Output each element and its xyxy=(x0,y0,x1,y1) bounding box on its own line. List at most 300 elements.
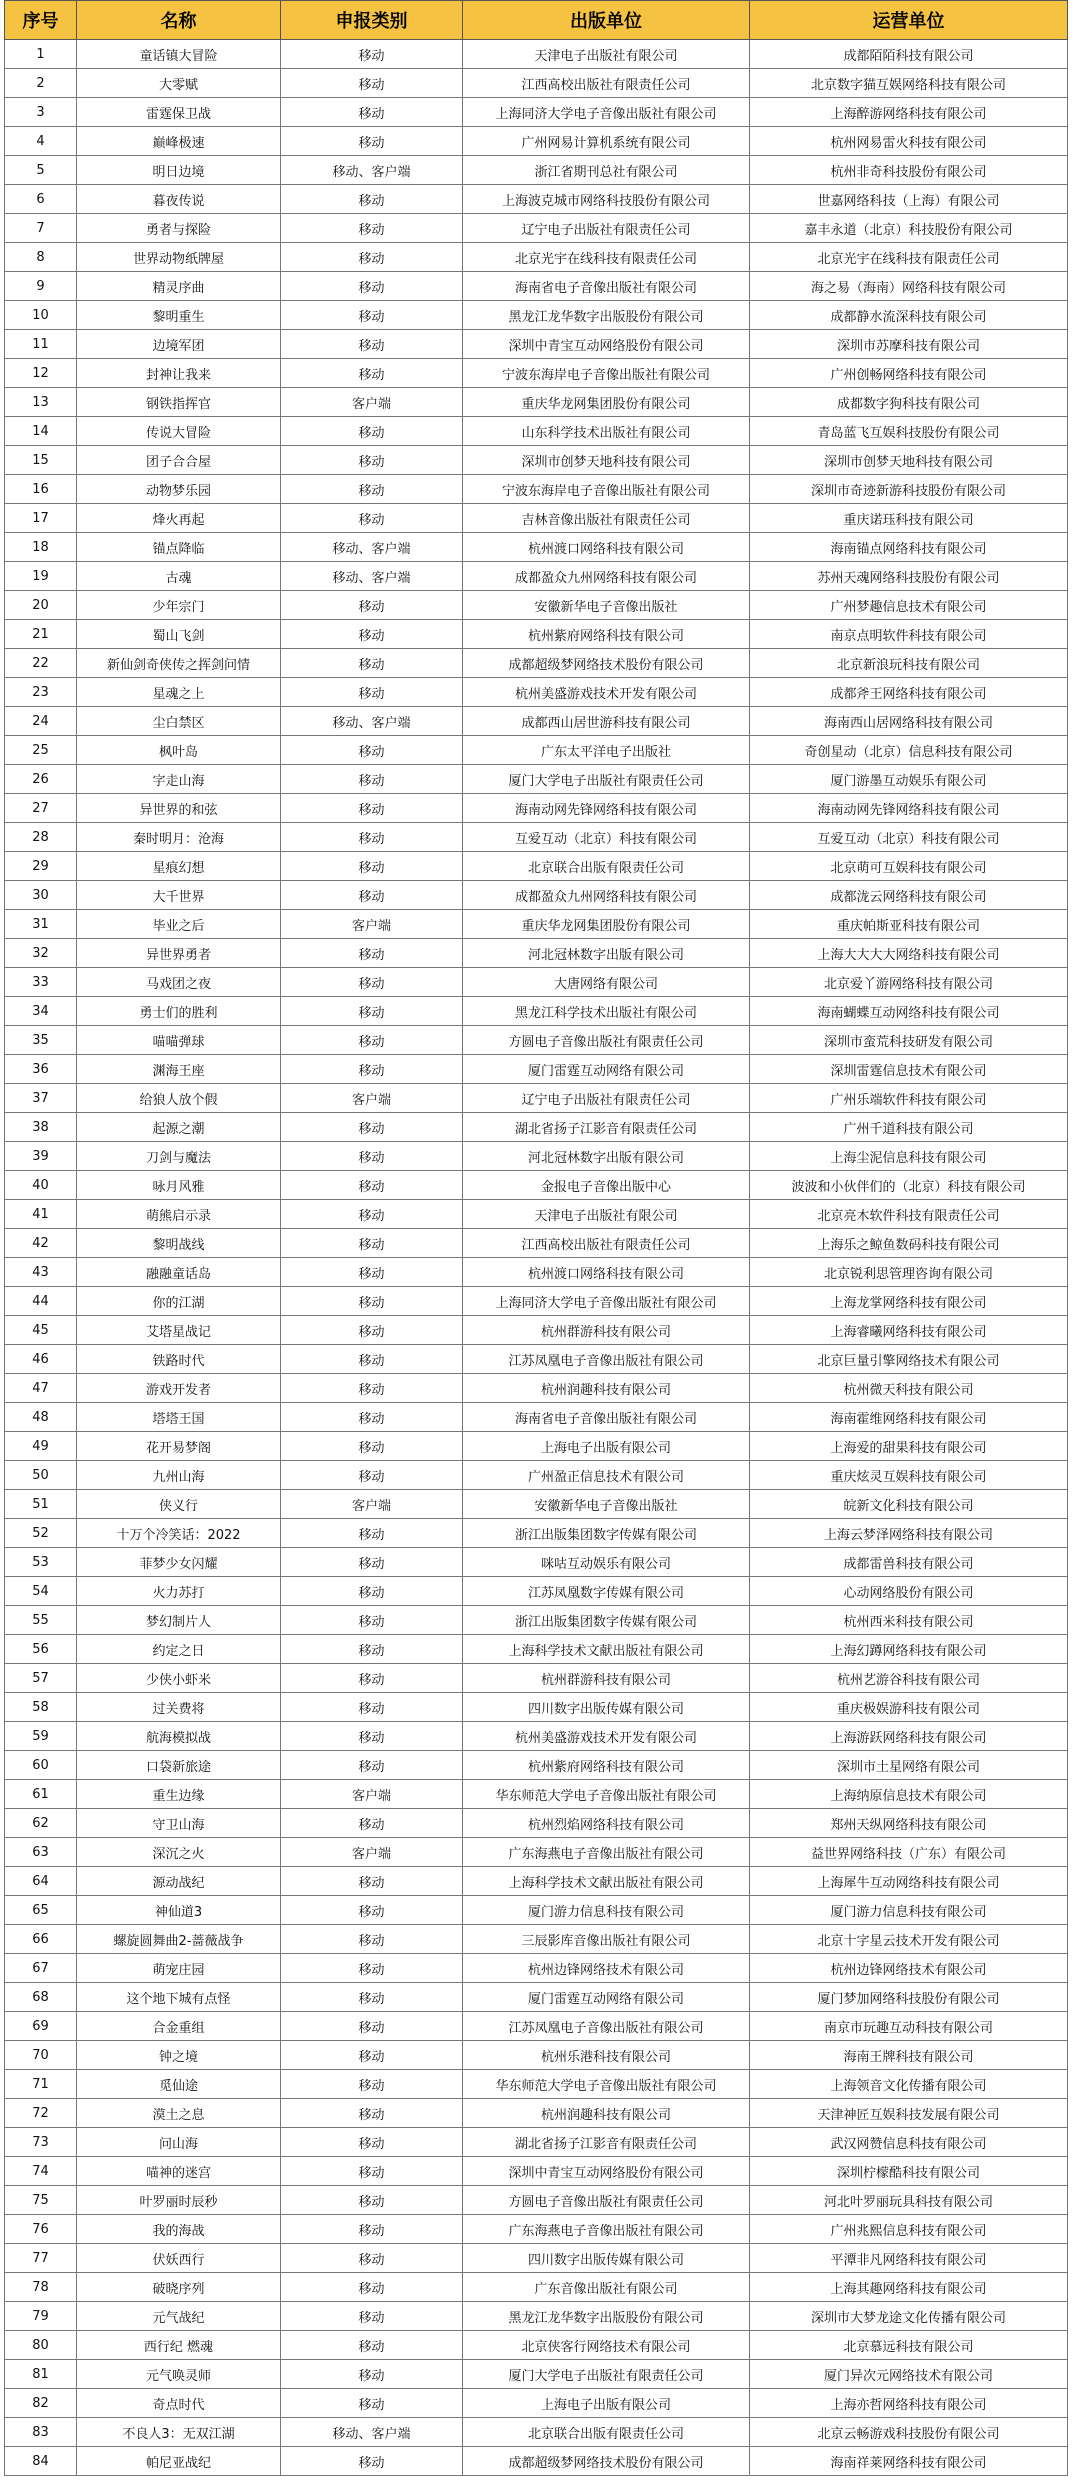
table-row xyxy=(5,1258,1068,1287)
name-cell: 守卫山海 xyxy=(77,1809,281,1838)
serial-cell: 1 xyxy=(5,40,77,69)
publisher-cell: 华东师范大学电子音像出版社有限公司 xyxy=(463,2070,750,2099)
operator-cell: 心动网络股份有限公司 xyxy=(750,1577,1068,1606)
table-row xyxy=(5,1084,1068,1113)
category-cell: 移动 xyxy=(281,1606,463,1635)
category-cell: 移动 xyxy=(281,939,463,968)
publisher-cell: 金报电子音像出版中心 xyxy=(463,1171,750,1200)
publisher-cell: 北京联合出版有限责任公司 xyxy=(463,2418,750,2447)
serial-cell: 8 xyxy=(5,243,77,272)
category-cell: 移动 xyxy=(281,272,463,301)
serial-cell: 82 xyxy=(5,2389,77,2418)
serial-cell: 64 xyxy=(5,1867,77,1896)
operator-cell: 上海睿曦网络科技有限公司 xyxy=(750,1316,1068,1345)
category-cell: 移动 xyxy=(281,678,463,707)
category-cell: 移动 xyxy=(281,1896,463,1925)
name-cell: 伏妖西行 xyxy=(77,2244,281,2273)
category-cell: 移动 xyxy=(281,1635,463,1664)
table-row xyxy=(5,1606,1068,1635)
name-cell: 觅仙途 xyxy=(77,2070,281,2099)
category-cell: 移动 xyxy=(281,2012,463,2041)
name-cell: 少侠小虾米 xyxy=(77,1664,281,1693)
name-cell: 新仙剑奇侠传之挥剑问情 xyxy=(77,649,281,678)
serial-cell: 83 xyxy=(5,2418,77,2447)
name-cell: 起源之潮 xyxy=(77,1113,281,1142)
publisher-cell: 四川数字出版传媒有限公司 xyxy=(463,1693,750,1722)
serial-cell: 72 xyxy=(5,2099,77,2128)
table-row xyxy=(5,1548,1068,1577)
name-cell: 帕尼亚战纪 xyxy=(77,2447,281,2476)
name-cell: 勇者与探险 xyxy=(77,214,281,243)
name-cell: 黎明重生 xyxy=(77,301,281,330)
category-cell: 移动 xyxy=(281,1867,463,1896)
header-publisher: 出版单位 xyxy=(463,1,750,40)
table-row xyxy=(5,2447,1068,2476)
operator-cell: 世嘉网络科技（上海）有限公司 xyxy=(750,185,1068,214)
table-row xyxy=(5,1171,1068,1200)
name-cell: 神仙道3 xyxy=(77,1896,281,1925)
table-row xyxy=(5,794,1068,823)
operator-cell: 成都数字狗科技有限公司 xyxy=(750,388,1068,417)
table-row xyxy=(5,707,1068,736)
category-cell: 移动 xyxy=(281,2273,463,2302)
category-cell: 移动 xyxy=(281,1374,463,1403)
publisher-cell: 方圆电子音像出版社有限责任公司 xyxy=(463,1026,750,1055)
name-cell: 梦幻制片人 xyxy=(77,1606,281,1635)
table-row xyxy=(5,301,1068,330)
header-name: 名称 xyxy=(77,1,281,40)
name-cell: 螺旋圆舞曲2-蔷薇战争 xyxy=(77,1925,281,1954)
table-row xyxy=(5,185,1068,214)
operator-cell: 益世界网络科技（广东）有限公司 xyxy=(750,1838,1068,1867)
category-cell: 移动 xyxy=(281,1722,463,1751)
serial-cell: 33 xyxy=(5,968,77,997)
serial-cell: 3 xyxy=(5,98,77,127)
category-cell: 客户端 xyxy=(281,1084,463,1113)
name-cell: 马戏团之夜 xyxy=(77,968,281,997)
table-row xyxy=(5,968,1068,997)
serial-cell: 61 xyxy=(5,1780,77,1809)
publisher-cell: 北京联合出版有限责任公司 xyxy=(463,852,750,881)
publisher-cell: 北京侠客行网络技术有限公司 xyxy=(463,2331,750,2360)
table-row xyxy=(5,2302,1068,2331)
publisher-cell: 三辰影库音像出版社有限公司 xyxy=(463,1925,750,1954)
operator-cell: 上海游跃网络科技有限公司 xyxy=(750,1722,1068,1751)
publisher-cell: 杭州乐港科技有限公司 xyxy=(463,2041,750,2070)
name-cell: 源动战纪 xyxy=(77,1867,281,1896)
serial-cell: 58 xyxy=(5,1693,77,1722)
table-row xyxy=(5,1896,1068,1925)
name-cell: 重生边缘 xyxy=(77,1780,281,1809)
table-row xyxy=(5,2244,1068,2273)
operator-cell: 嘉丰永道（北京）科技股份有限公司 xyxy=(750,214,1068,243)
category-cell: 移动 xyxy=(281,446,463,475)
table-row xyxy=(5,1490,1068,1519)
publisher-cell: 厦门雷霆互动网络有限公司 xyxy=(463,1055,750,1084)
category-cell: 移动 xyxy=(281,1809,463,1838)
publisher-cell: 杭州烈焰网络科技有限公司 xyxy=(463,1809,750,1838)
operator-cell: 海南西山居网络科技有限公司 xyxy=(750,707,1068,736)
category-cell: 移动 xyxy=(281,591,463,620)
category-cell: 移动、客户端 xyxy=(281,156,463,185)
table-row xyxy=(5,504,1068,533)
publisher-cell: 厦门大学电子出版社有限责任公司 xyxy=(463,2360,750,2389)
publisher-cell: 杭州润趣科技有限公司 xyxy=(463,2099,750,2128)
table-row xyxy=(5,243,1068,272)
category-cell: 移动 xyxy=(281,649,463,678)
serial-cell: 4 xyxy=(5,127,77,156)
operator-cell: 波波和小伙伴们的（北京）科技有限公司 xyxy=(750,1171,1068,1200)
name-cell: 大零赋 xyxy=(77,69,281,98)
operator-cell: 天津神匠互娱科技发展有限公司 xyxy=(750,2099,1068,2128)
table-row xyxy=(5,533,1068,562)
serial-cell: 34 xyxy=(5,997,77,1026)
serial-cell: 77 xyxy=(5,2244,77,2273)
table-row xyxy=(5,649,1068,678)
serial-cell: 28 xyxy=(5,823,77,852)
category-cell: 移动 xyxy=(281,1751,463,1780)
category-cell: 移动 xyxy=(281,1142,463,1171)
name-cell: 异世界的和弦 xyxy=(77,794,281,823)
serial-cell: 48 xyxy=(5,1403,77,1432)
name-cell: 航海模拟战 xyxy=(77,1722,281,1751)
operator-cell: 海南蝴蝶互动网络科技有限公司 xyxy=(750,997,1068,1026)
serial-cell: 54 xyxy=(5,1577,77,1606)
name-cell: 花开易梦阁 xyxy=(77,1432,281,1461)
publisher-cell: 杭州紫府网络科技有限公司 xyxy=(463,620,750,649)
name-cell: 尘白禁区 xyxy=(77,707,281,736)
table-row xyxy=(5,997,1068,1026)
publisher-cell: 湖北省扬子江影音有限责任公司 xyxy=(463,2128,750,2157)
publisher-cell: 杭州渡口网络科技有限公司 xyxy=(463,1258,750,1287)
category-cell: 移动 xyxy=(281,968,463,997)
name-cell: 大千世界 xyxy=(77,881,281,910)
category-cell: 移动 xyxy=(281,330,463,359)
serial-cell: 43 xyxy=(5,1258,77,1287)
header-serial: 序号 xyxy=(5,1,77,40)
publisher-cell: 北京光宇在线科技有限责任公司 xyxy=(463,243,750,272)
publisher-cell: 杭州渡口网络科技有限公司 xyxy=(463,533,750,562)
operator-cell: 河北叶罗丽玩具科技有限公司 xyxy=(750,2186,1068,2215)
serial-cell: 22 xyxy=(5,649,77,678)
category-cell: 移动 xyxy=(281,1403,463,1432)
name-cell: 少年宗门 xyxy=(77,591,281,620)
serial-cell: 39 xyxy=(5,1142,77,1171)
operator-cell: 上海爱的甜果科技有限公司 xyxy=(750,1432,1068,1461)
name-cell: 精灵序曲 xyxy=(77,272,281,301)
category-cell: 移动 xyxy=(281,794,463,823)
publisher-cell: 广东音像出版社有限公司 xyxy=(463,2273,750,2302)
operator-cell: 厦门游力信息科技有限公司 xyxy=(750,1896,1068,1925)
name-cell: 喵喵弹球 xyxy=(77,1026,281,1055)
table-row xyxy=(5,2331,1068,2360)
name-cell: 萌熊启示录 xyxy=(77,1200,281,1229)
publisher-cell: 广州盈正信息技术有限公司 xyxy=(463,1461,750,1490)
operator-cell: 上海亦哲网络科技有限公司 xyxy=(750,2389,1068,2418)
serial-cell: 37 xyxy=(5,1084,77,1113)
table-row xyxy=(5,881,1068,910)
table-row xyxy=(5,330,1068,359)
name-cell: 你的江湖 xyxy=(77,1287,281,1316)
serial-cell: 44 xyxy=(5,1287,77,1316)
name-cell: 破晓序列 xyxy=(77,2273,281,2302)
table-row xyxy=(5,2099,1068,2128)
publisher-cell: 吉林音像出版社有限责任公司 xyxy=(463,504,750,533)
category-cell: 移动、客户端 xyxy=(281,562,463,591)
publisher-cell: 深圳中青宝互动网络股份有限公司 xyxy=(463,330,750,359)
table-body xyxy=(5,40,1068,2476)
publisher-cell: 杭州边锋网络技术有限公司 xyxy=(463,1954,750,1983)
serial-cell: 30 xyxy=(5,881,77,910)
name-cell: 喵神的迷宫 xyxy=(77,2157,281,2186)
publisher-cell: 黑龙江科学技术出版社有限公司 xyxy=(463,997,750,1026)
operator-cell: 武汉网赞信息科技有限公司 xyxy=(750,2128,1068,2157)
serial-cell: 65 xyxy=(5,1896,77,1925)
table-row xyxy=(5,2360,1068,2389)
table-row xyxy=(5,1809,1068,1838)
table-row xyxy=(5,1055,1068,1084)
serial-cell: 26 xyxy=(5,765,77,794)
serial-cell: 31 xyxy=(5,910,77,939)
category-cell: 移动 xyxy=(281,1925,463,1954)
operator-cell: 上海龙掌网络科技有限公司 xyxy=(750,1287,1068,1316)
publisher-cell: 浙江出版集团数字传媒有限公司 xyxy=(463,1519,750,1548)
serial-cell: 18 xyxy=(5,533,77,562)
table-row xyxy=(5,678,1068,707)
table-row xyxy=(5,1635,1068,1664)
name-cell: 问山海 xyxy=(77,2128,281,2157)
name-cell: 勇士们的胜利 xyxy=(77,997,281,1026)
name-cell: 枫叶岛 xyxy=(77,736,281,765)
name-cell: 深沉之火 xyxy=(77,1838,281,1867)
table-row xyxy=(5,1664,1068,1693)
publisher-cell: 重庆华龙网集团股份有限公司 xyxy=(463,910,750,939)
table-row xyxy=(5,1432,1068,1461)
name-cell: 秦时明月：沧海 xyxy=(77,823,281,852)
name-cell: 烽火再起 xyxy=(77,504,281,533)
table-row xyxy=(5,2128,1068,2157)
serial-cell: 84 xyxy=(5,2447,77,2476)
serial-cell: 53 xyxy=(5,1548,77,1577)
name-cell: 游戏开发者 xyxy=(77,1374,281,1403)
table-row xyxy=(5,2012,1068,2041)
name-cell: 雷霆保卫战 xyxy=(77,98,281,127)
category-cell: 移动 xyxy=(281,852,463,881)
serial-cell: 63 xyxy=(5,1838,77,1867)
publisher-cell: 江苏凤凰数字传媒有限公司 xyxy=(463,1577,750,1606)
operator-cell: 皖新文化科技有限公司 xyxy=(750,1490,1068,1519)
publisher-cell: 上海科学技术文献出版社有限公司 xyxy=(463,1635,750,1664)
operator-cell: 海南霍维网络科技有限公司 xyxy=(750,1403,1068,1432)
serial-cell: 76 xyxy=(5,2215,77,2244)
serial-cell: 13 xyxy=(5,388,77,417)
name-cell: 锚点降临 xyxy=(77,533,281,562)
publisher-cell: 重庆华龙网集团股份有限公司 xyxy=(463,388,750,417)
name-cell: 十万个冷笑话：2022 xyxy=(77,1519,281,1548)
name-cell: 约定之日 xyxy=(77,1635,281,1664)
name-cell: 钢铁指挥官 xyxy=(77,388,281,417)
table-row xyxy=(5,127,1068,156)
publisher-cell: 广东海燕电子音像出版社有限公司 xyxy=(463,1838,750,1867)
table-row xyxy=(5,2186,1068,2215)
operator-cell: 南京点明软件科技有限公司 xyxy=(750,620,1068,649)
serial-cell: 40 xyxy=(5,1171,77,1200)
operator-cell: 成都泷云网络科技有限公司 xyxy=(750,881,1068,910)
category-cell: 移动 xyxy=(281,1983,463,2012)
category-cell: 客户端 xyxy=(281,910,463,939)
publisher-cell: 上海同济大学电子音像出版社有限公司 xyxy=(463,98,750,127)
operator-cell: 海南祥莱网络科技有限公司 xyxy=(750,2447,1068,2476)
operator-cell: 互爱互动（北京）科技有限公司 xyxy=(750,823,1068,852)
publisher-cell: 成都盈众九州网络科技有限公司 xyxy=(463,881,750,910)
operator-cell: 海南王牌科技有限公司 xyxy=(750,2041,1068,2070)
category-cell: 移动 xyxy=(281,1664,463,1693)
operator-cell: 厦门异次元网络技术有限公司 xyxy=(750,2360,1068,2389)
category-cell: 移动 xyxy=(281,1345,463,1374)
name-cell: 元气战纪 xyxy=(77,2302,281,2331)
table-row xyxy=(5,2215,1068,2244)
serial-cell: 50 xyxy=(5,1461,77,1490)
operator-cell: 深圳市奇迹新游科技股份有限公司 xyxy=(750,475,1068,504)
operator-cell: 北京云畅游戏科技股份有限公司 xyxy=(750,2418,1068,2447)
publisher-cell: 厦门大学电子出版社有限责任公司 xyxy=(463,765,750,794)
table-row xyxy=(5,852,1068,881)
publisher-cell: 安徽新华电子音像出版社 xyxy=(463,1490,750,1519)
category-cell: 移动 xyxy=(281,2041,463,2070)
operator-cell: 深圳市苏摩科技有限公司 xyxy=(750,330,1068,359)
serial-cell: 20 xyxy=(5,591,77,620)
serial-cell: 81 xyxy=(5,2360,77,2389)
serial-cell: 79 xyxy=(5,2302,77,2331)
publisher-cell: 江西高校出版社有限责任公司 xyxy=(463,1229,750,1258)
publisher-cell: 浙江省期刊总社有限公司 xyxy=(463,156,750,185)
category-cell: 移动 xyxy=(281,40,463,69)
operator-cell: 成都雷兽科技有限公司 xyxy=(750,1548,1068,1577)
name-cell: 巅峰极速 xyxy=(77,127,281,156)
operator-cell: 厦门游墨互动娱乐有限公司 xyxy=(750,765,1068,794)
publisher-cell: 黑龙江龙华数字出版股份有限公司 xyxy=(463,301,750,330)
publisher-cell: 厦门游力信息科技有限公司 xyxy=(463,1896,750,1925)
table-row xyxy=(5,823,1068,852)
serial-cell: 38 xyxy=(5,1113,77,1142)
table-row xyxy=(5,2070,1068,2099)
operator-cell: 深圳市蛮荒科技研发有限公司 xyxy=(750,1026,1068,1055)
name-cell: 侠义行 xyxy=(77,1490,281,1519)
name-cell: 传说大冒险 xyxy=(77,417,281,446)
category-cell: 移动 xyxy=(281,359,463,388)
operator-cell: 北京新浪玩科技有限公司 xyxy=(750,649,1068,678)
operator-cell: 深圳市创梦天地科技有限公司 xyxy=(750,446,1068,475)
category-cell: 移动 xyxy=(281,243,463,272)
category-cell: 移动 xyxy=(281,2099,463,2128)
serial-cell: 69 xyxy=(5,2012,77,2041)
operator-cell: 成都陌陌科技有限公司 xyxy=(750,40,1068,69)
operator-cell: 成都斧王网络科技有限公司 xyxy=(750,678,1068,707)
category-cell: 移动 xyxy=(281,765,463,794)
table-row xyxy=(5,1403,1068,1432)
operator-cell: 北京数字猫互娱网络科技有限公司 xyxy=(750,69,1068,98)
name-cell: 叶罗丽时辰秒 xyxy=(77,2186,281,2215)
category-cell: 客户端 xyxy=(281,1780,463,1809)
operator-cell: 深圳雷霆信息技术有限公司 xyxy=(750,1055,1068,1084)
name-cell: 刀剑与魔法 xyxy=(77,1142,281,1171)
category-cell: 客户端 xyxy=(281,388,463,417)
operator-cell: 重庆诺珏科技有限公司 xyxy=(750,504,1068,533)
serial-cell: 32 xyxy=(5,939,77,968)
publisher-cell: 安徽新华电子音像出版社 xyxy=(463,591,750,620)
category-cell: 移动 xyxy=(281,185,463,214)
publisher-cell: 河北冠林数字出版有限公司 xyxy=(463,939,750,968)
publisher-cell: 宁波东海岸电子音像出版社有限公司 xyxy=(463,475,750,504)
name-cell: 黎明战线 xyxy=(77,1229,281,1258)
publisher-cell: 杭州美盛游戏技术开发有限公司 xyxy=(463,1722,750,1751)
serial-cell: 42 xyxy=(5,1229,77,1258)
table-row xyxy=(5,1461,1068,1490)
publisher-cell: 广东海燕电子音像出版社有限公司 xyxy=(463,2215,750,2244)
name-cell: 咏月风雅 xyxy=(77,1171,281,1200)
operator-cell: 重庆极娱游科技有限公司 xyxy=(750,1693,1068,1722)
name-cell: 这个地下城有点怪 xyxy=(77,1983,281,2012)
name-cell: 给狼人放个假 xyxy=(77,1084,281,1113)
operator-cell: 深圳市土星网络有限公司 xyxy=(750,1751,1068,1780)
publisher-cell: 成都超级梦网络技术股份有限公司 xyxy=(463,2447,750,2476)
operator-cell: 北京光宇在线科技有限责任公司 xyxy=(750,243,1068,272)
table-row xyxy=(5,98,1068,127)
name-cell: 钟之境 xyxy=(77,2041,281,2070)
serial-cell: 47 xyxy=(5,1374,77,1403)
operator-cell: 上海乐之鲸鱼数码科技有限公司 xyxy=(750,1229,1068,1258)
operator-cell: 上海幻蹲网络科技有限公司 xyxy=(750,1635,1068,1664)
operator-cell: 厦门梦加网络科技股份有限公司 xyxy=(750,1983,1068,2012)
operator-cell: 上海领音文化传播有限公司 xyxy=(750,2070,1068,2099)
category-cell: 移动 xyxy=(281,2447,463,2476)
category-cell: 移动 xyxy=(281,1171,463,1200)
category-cell: 移动、客户端 xyxy=(281,533,463,562)
publisher-cell: 海南省电子音像出版社有限公司 xyxy=(463,272,750,301)
operator-cell: 北京巨量引擎网络技术有限公司 xyxy=(750,1345,1068,1374)
category-cell: 移动 xyxy=(281,2302,463,2331)
publisher-cell: 杭州润趣科技有限公司 xyxy=(463,1374,750,1403)
name-cell: 艾塔星战记 xyxy=(77,1316,281,1345)
publisher-cell: 辽宁电子出版社有限责任公司 xyxy=(463,1084,750,1113)
serial-cell: 2 xyxy=(5,69,77,98)
name-cell: 星痕幻想 xyxy=(77,852,281,881)
publisher-cell: 河北冠林数字出版有限公司 xyxy=(463,1142,750,1171)
table-row xyxy=(5,1925,1068,1954)
table-row xyxy=(5,1722,1068,1751)
category-cell: 移动 xyxy=(281,214,463,243)
publisher-cell: 上海同济大学电子音像出版社有限公司 xyxy=(463,1287,750,1316)
category-cell: 移动 xyxy=(281,1432,463,1461)
name-cell: 口袋新旅途 xyxy=(77,1751,281,1780)
name-cell: 合金重组 xyxy=(77,2012,281,2041)
operator-cell: 青岛蓝飞互娱科技股份有限公司 xyxy=(750,417,1068,446)
category-cell: 移动 xyxy=(281,417,463,446)
operator-cell: 奇创星动（北京）信息科技有限公司 xyxy=(750,736,1068,765)
table-row xyxy=(5,475,1068,504)
table-row xyxy=(5,2273,1068,2302)
table-row xyxy=(5,1983,1068,2012)
serial-cell: 45 xyxy=(5,1316,77,1345)
category-cell: 移动 xyxy=(281,620,463,649)
name-cell: 团子合合屋 xyxy=(77,446,281,475)
name-cell: 异世界勇者 xyxy=(77,939,281,968)
operator-cell: 北京慕远科技有限公司 xyxy=(750,2331,1068,2360)
name-cell: 动物梦乐园 xyxy=(77,475,281,504)
serial-cell: 25 xyxy=(5,736,77,765)
category-cell: 移动 xyxy=(281,2389,463,2418)
serial-cell: 6 xyxy=(5,185,77,214)
